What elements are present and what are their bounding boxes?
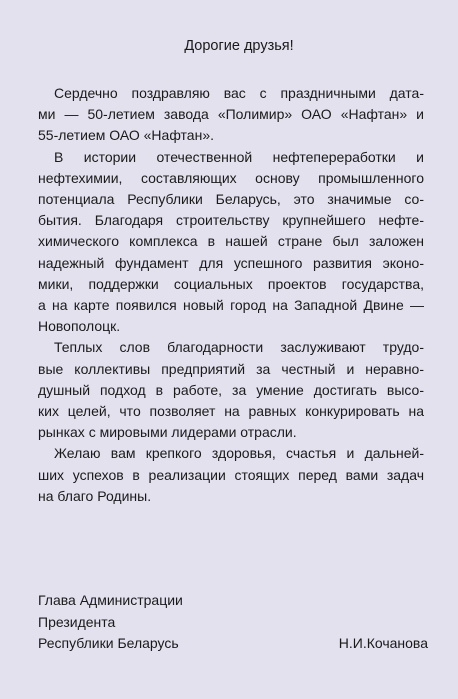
paragraph-line: вые коллективы предприятий за честный и неравно-: [38, 360, 424, 377]
paragraph-line: ми — 50-летием завода «Полимир» ОАО «Нафтан» и: [38, 106, 424, 123]
paragraph-line: химического комплекса в нашей стране был заложен: [38, 233, 424, 250]
paragraph-1: [38, 83, 424, 147]
signature-position-line: Президента: [38, 613, 116, 630]
signature-position-line: Республики Беларусь: [38, 635, 179, 651]
letter-body: [38, 83, 424, 507]
signature-block: [38, 590, 428, 655]
paragraph-line: Желаю вам крепкого здоровья, счастья и дальней-: [54, 445, 424, 462]
letter-title: Дорогие друзья!: [184, 38, 294, 54]
paragraph-line: рынках с мировыми лидерами отрасли.: [38, 424, 297, 441]
paragraph-line: надежный фундамент для успешного развития эконо-: [38, 254, 424, 271]
paragraph-line: нефтехимии, составляющих основу промышленного: [38, 169, 424, 186]
paragraph-line: 55-летием ОАО «Нафтан».: [38, 127, 214, 144]
paragraph-line: В истории отечественной нефтепереработки и: [54, 148, 424, 165]
paragraph-3: [38, 337, 424, 443]
paragraph-line: Новополоцк.: [38, 318, 121, 335]
paragraph-line: ких целей, что позволяет на равных конкурировать на: [38, 403, 424, 420]
paragraph-line: ших успехов в реализации стоящих перед вами задач: [38, 466, 424, 483]
paragraph-4: [38, 443, 424, 507]
signature-position-line: Глава Администрации: [38, 592, 183, 608]
paragraph-line: душный подход в работе, за умение достигать высо-: [38, 381, 424, 398]
paragraph-line: потенциала Республики Беларусь, это значимые со-: [38, 191, 424, 208]
paragraph-line: Теплых слов благодарности заслуживают трудо-: [54, 339, 424, 356]
signatory-name: Н.И.Кочанова: [338, 635, 428, 651]
paragraph-line: а на карте появился новый город на Западной Двине —: [38, 297, 424, 314]
paragraph-2: [38, 147, 424, 338]
paragraph-line: на благо Родины.: [38, 487, 152, 504]
paragraph-line: мики, поддержки социальных проектов государства,: [38, 275, 424, 292]
paragraph-line: Сердечно поздравляю вас с праздничными дата-: [54, 85, 424, 101]
paragraph-line: бытия. Благодаря строительству крупнейшего нефте-: [38, 212, 424, 229]
